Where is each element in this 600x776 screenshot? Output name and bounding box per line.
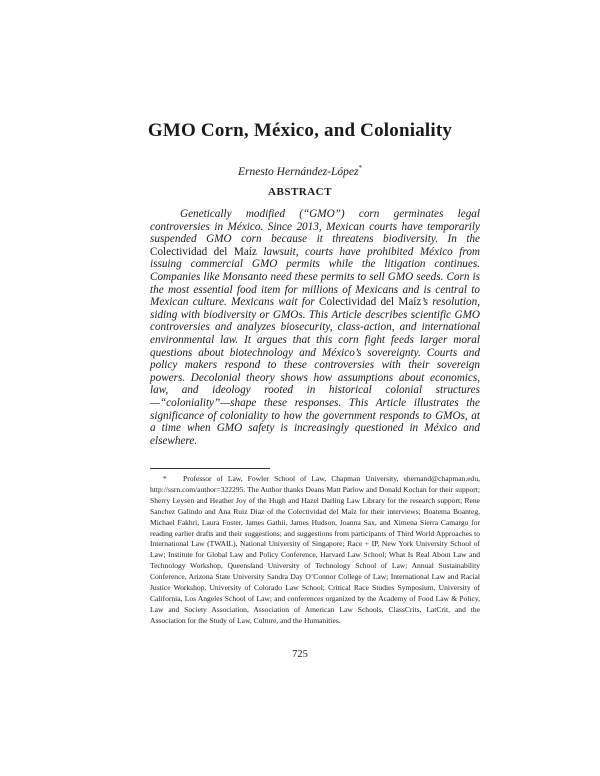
footnote-text: Professor of Law, Fowler School of Law, Chapman University, ehernand@chapman.edu, http://ssrn.com/author=322295. The Author thanks Deans Matt Parlow and Donald Kochan for their support; Sherry Leysen and Heather Joy of the Hugh and Hazel Darling Law Library for the research support; Rene Sanchez Galindo and Ana Ruiz Diaz of the Colectividad del Maíz for their interviews; Boatema Boanteg, Michael Fakhri, Laura Foster, James Gathii, James Hudson, Joanna Sax, and Ximena Sierra Camargo for reading earlier drafts and their suggestions; and suggestions from participants of Third World Approaches to International Law (TWAIL), National University of Singapore; Race + IP, New York University School of Law; Institute for Global Law and Policy Conference, Harvard Law School; What Is Real About Law and Technology Workshop, Queensland University of Technology School of Law; Annual Sustainability Conference, Arizona State University Sandra Day O’Connor College of Law; International Law and Racial Justice Workshop, University of Colorado Law School; Critical Race Studies Symposium, University of California, Los Angeles School of Law; and conferences organized by the Academy of Food Law & Policy, Law and Society Association, Association of American Law Schools, ClassCrits, LatCrit, and the Association for the Study of Law, Culture, and the Humanities. — [150, 474, 480, 625]
author-footnote — [150, 474, 480, 627]
footnote-divider — [150, 468, 270, 469]
author-footnote-mark: * — [358, 164, 362, 172]
abstract-text-part-2: lawsuit, courts have prohibited México from issuing commercial GMO permits while the litigation continues. Companies like Monsanto need these permits to sell GMO seeds. Corn is the most essential food item for millions of Mexicans and is central to Mexican culture. Mexicans wait for — [150, 245, 480, 309]
case-name: Colectividad del Maíz — [319, 296, 422, 309]
case-name: Colectividad del Maíz — [150, 245, 257, 258]
page-number: 725 — [292, 649, 308, 660]
abstract-text-part-3: ’s resolution, siding with biodiversity or GMOs. This Article describes scientific GMO controversies and analyzes biosecurity, class-action, and international environmental law. It argues that this corn fight feeds larger moral questions about biotechnology and México’s sovereignty. Courts and policy makers respond to these controversies with their sovereign powers. Decolonial theory shows how assumptions about economics, law, and ideology rooted in historical colonial structures—“coloniality”—shape these responses. This Article illustrates the significance of coloniality to how the government responds to GMOs, at a time when GMO safety is increasingly questioned in México and elsewhere. — [150, 296, 480, 447]
abstract-heading: ABSTRACT — [268, 186, 332, 198]
footnote-mark: * — [163, 474, 167, 483]
author-byline — [0, 164, 600, 178]
article-title: GMO Corn, México, and Coloniality — [147, 120, 453, 141]
author-name: Ernesto Hernández-López — [238, 165, 359, 178]
abstract-text-part-1: Genetically modified (“GMO”) corn germinates legal controversies in México. Since 2013, Mexican courts have temporarily suspended GMO corn because it threatens biodiversity. In the — [150, 208, 480, 246]
abstract-body — [150, 208, 480, 447]
